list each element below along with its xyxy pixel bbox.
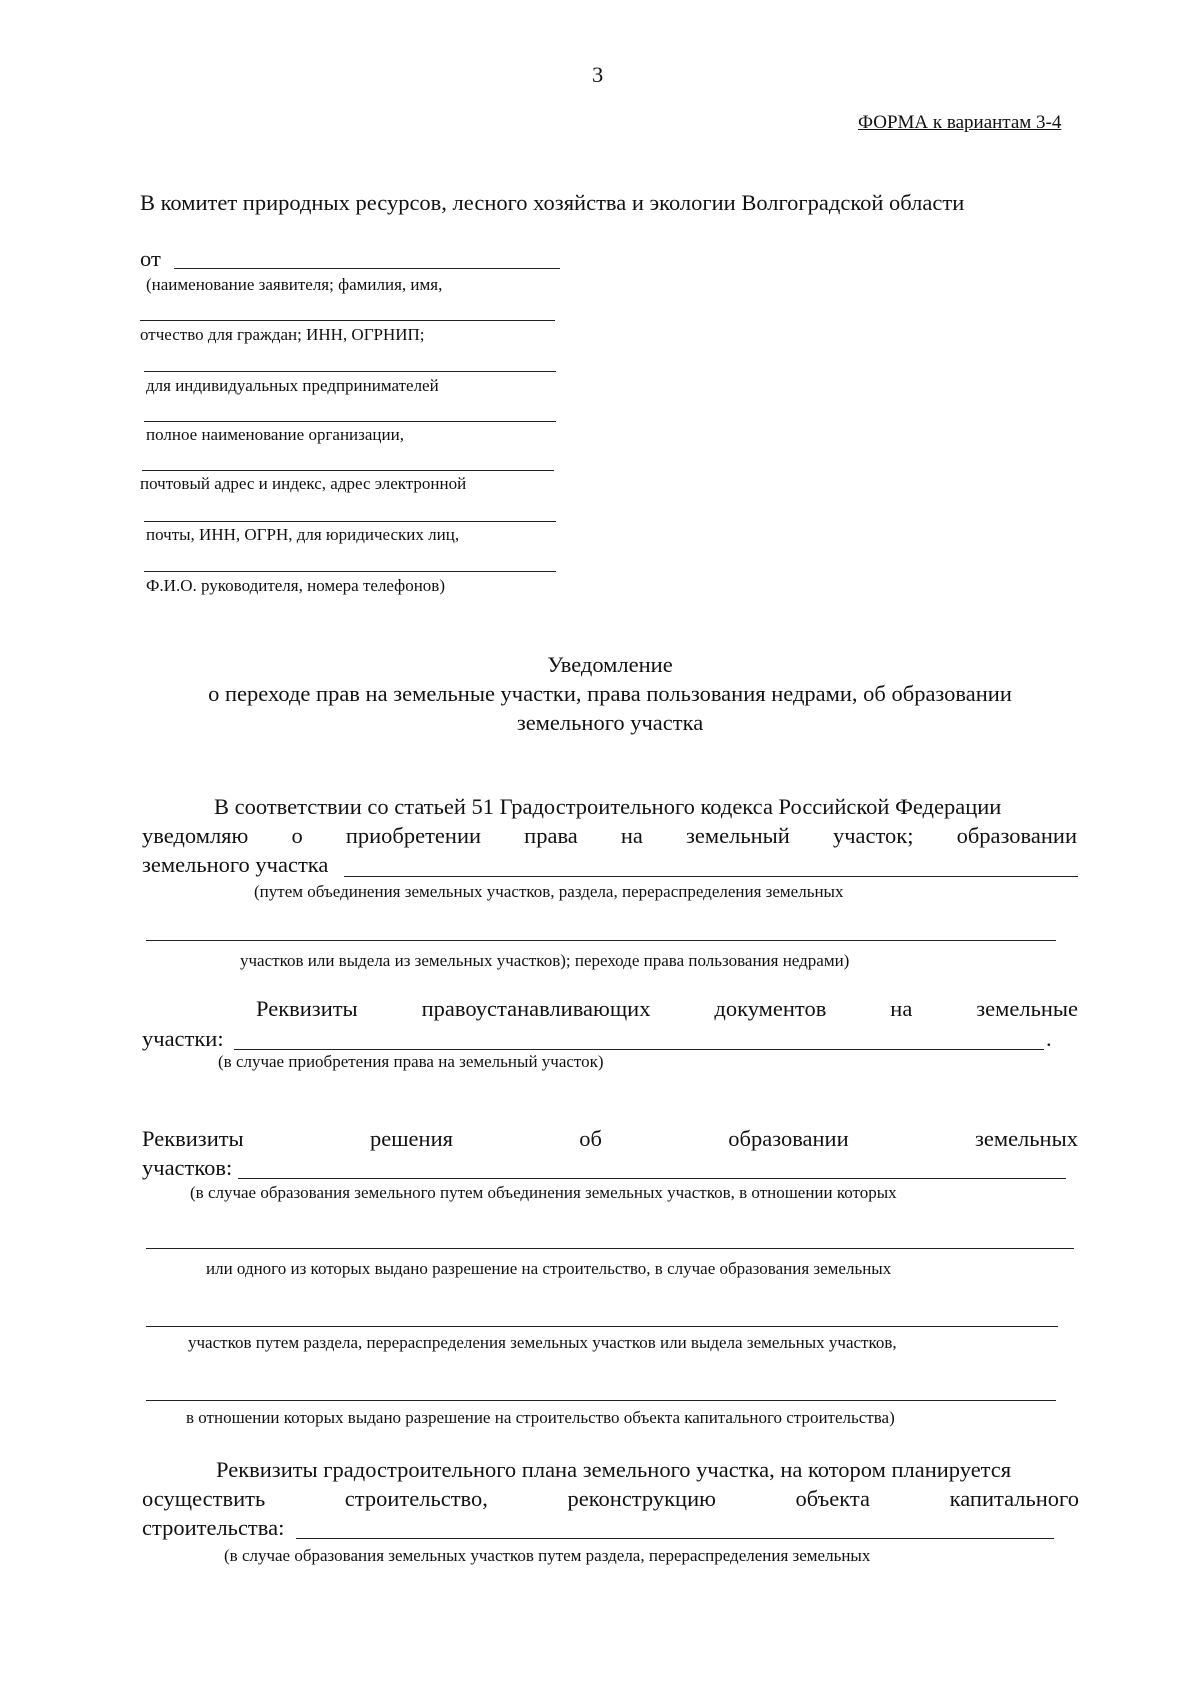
word: на xyxy=(620,823,643,848)
word: образовании xyxy=(728,1126,849,1151)
applicant-line-1[interactable] xyxy=(140,320,555,321)
para3-hint4: в отношении которых выдано разрешение на строительство объекта капитального строительства) xyxy=(186,1408,895,1427)
applicant-hint-5: почты, ИНН, ОГРН, для юридических лиц, xyxy=(146,525,460,544)
word: реконструкцию xyxy=(567,1486,716,1511)
applicant-line-5[interactable] xyxy=(144,521,556,522)
decision-field-4[interactable] xyxy=(146,1400,1056,1401)
word: права xyxy=(524,823,578,848)
word: участок; xyxy=(832,823,914,848)
applicant-line-6[interactable] xyxy=(144,571,556,572)
applicant-hint-2: для индивидуальных предпринимателей xyxy=(146,376,439,395)
word: об xyxy=(579,1126,602,1151)
decision-field-2[interactable] xyxy=(146,1248,1074,1249)
word: приобретении xyxy=(345,823,482,848)
word: капитального xyxy=(949,1486,1079,1511)
applicant-line-0[interactable] xyxy=(174,268,560,269)
para4-line2 xyxy=(142,1486,1079,1512)
word: строительство, xyxy=(344,1486,488,1511)
page-number: 3 xyxy=(592,62,604,87)
para3-hint3: участков путем раздела, перераспределения земельных участков или выдела земельных участков, xyxy=(188,1333,897,1352)
para4-line1: Реквизиты градостроительного плана земельного участка, на котором планируется xyxy=(216,1457,1012,1482)
word: земельный xyxy=(686,823,790,848)
para2-line2: участки: xyxy=(142,1026,224,1051)
word: на xyxy=(890,996,913,1021)
word: правоустанавливающих xyxy=(421,996,651,1021)
doc-title-line2: о переходе прав на земельные участки, права пользования недрами, об образовании xyxy=(208,681,1012,706)
word: земельные xyxy=(976,996,1078,1021)
formation-field-2[interactable] xyxy=(146,940,1056,941)
word: земельных xyxy=(974,1126,1078,1151)
applicant-hint-3: полное наименование организации, xyxy=(146,425,404,444)
word: объекта xyxy=(795,1486,871,1511)
decision-field[interactable] xyxy=(238,1178,1066,1179)
para1-line3: земельного участка xyxy=(142,852,329,877)
applicant-hint-0: (наименование заявителя; фамилия, имя, xyxy=(146,275,443,294)
applicant-line-2[interactable] xyxy=(144,371,556,372)
doc-title-line3: земельного участка xyxy=(516,710,704,735)
title-docs-field[interactable] xyxy=(234,1049,1044,1050)
gradplan-field[interactable] xyxy=(296,1538,1054,1539)
para3-hint1: (в случае образования земельного путем объединения земельных участков, в отношении которых xyxy=(190,1183,897,1202)
para2-end-mark: . xyxy=(1046,1026,1052,1051)
para2-line1 xyxy=(256,996,1078,1022)
applicant-hint-4: почтовый адрес и индекс, адрес электронной xyxy=(140,474,467,493)
applicant-line-4[interactable] xyxy=(142,470,554,471)
para1-hint2: участков или выдела из земельных участков); переходе права пользования недрами) xyxy=(240,951,850,970)
word: о xyxy=(291,823,303,848)
para4-line3: строительства: xyxy=(142,1515,285,1540)
applicant-hint-1: отчество для граждан; ИНН, ОГРНИП; xyxy=(140,325,425,344)
applicant-line-3[interactable] xyxy=(144,421,556,422)
para3-hint2: или одного из которых выдано разрешение на строительство, в случае образования земельных xyxy=(206,1259,892,1278)
word: образовании xyxy=(956,823,1077,848)
word: Реквизиты xyxy=(142,1126,244,1151)
para1-line2 xyxy=(142,823,1077,849)
para1-hint1: (путем объединения земельных участков, раздела, перераспределения земельных xyxy=(254,882,844,901)
word: Реквизиты xyxy=(256,996,358,1021)
from-label: от xyxy=(140,246,161,271)
applicant-hint-6: Ф.И.О. руководителя, номера телефонов) xyxy=(146,576,445,595)
para3-line1 xyxy=(142,1126,1078,1152)
word: уведомляю xyxy=(142,823,249,848)
para1-line1: В соответствии со статьей 51 Градостроительного кодекса Российской Федерации xyxy=(214,794,1002,819)
addressee: В комитет природных ресурсов, лесного хозяйства и экологии Волгоградской области xyxy=(140,190,965,215)
para2-hint: (в случае приобретения права на земельный участок) xyxy=(218,1052,604,1071)
formation-field[interactable] xyxy=(344,876,1078,877)
word: осуществить xyxy=(142,1486,266,1511)
decision-field-3[interactable] xyxy=(146,1326,1058,1327)
word: документов xyxy=(714,996,827,1021)
para3-line2: участков: xyxy=(142,1155,233,1180)
doc-title: Уведомление xyxy=(547,652,673,677)
form-label: ФОРМА к вариантам 3-4 xyxy=(858,112,1062,133)
para4-hint: (в случае образования земельных участков путем раздела, перераспределения земельных xyxy=(224,1546,871,1565)
word: решения xyxy=(369,1126,453,1151)
